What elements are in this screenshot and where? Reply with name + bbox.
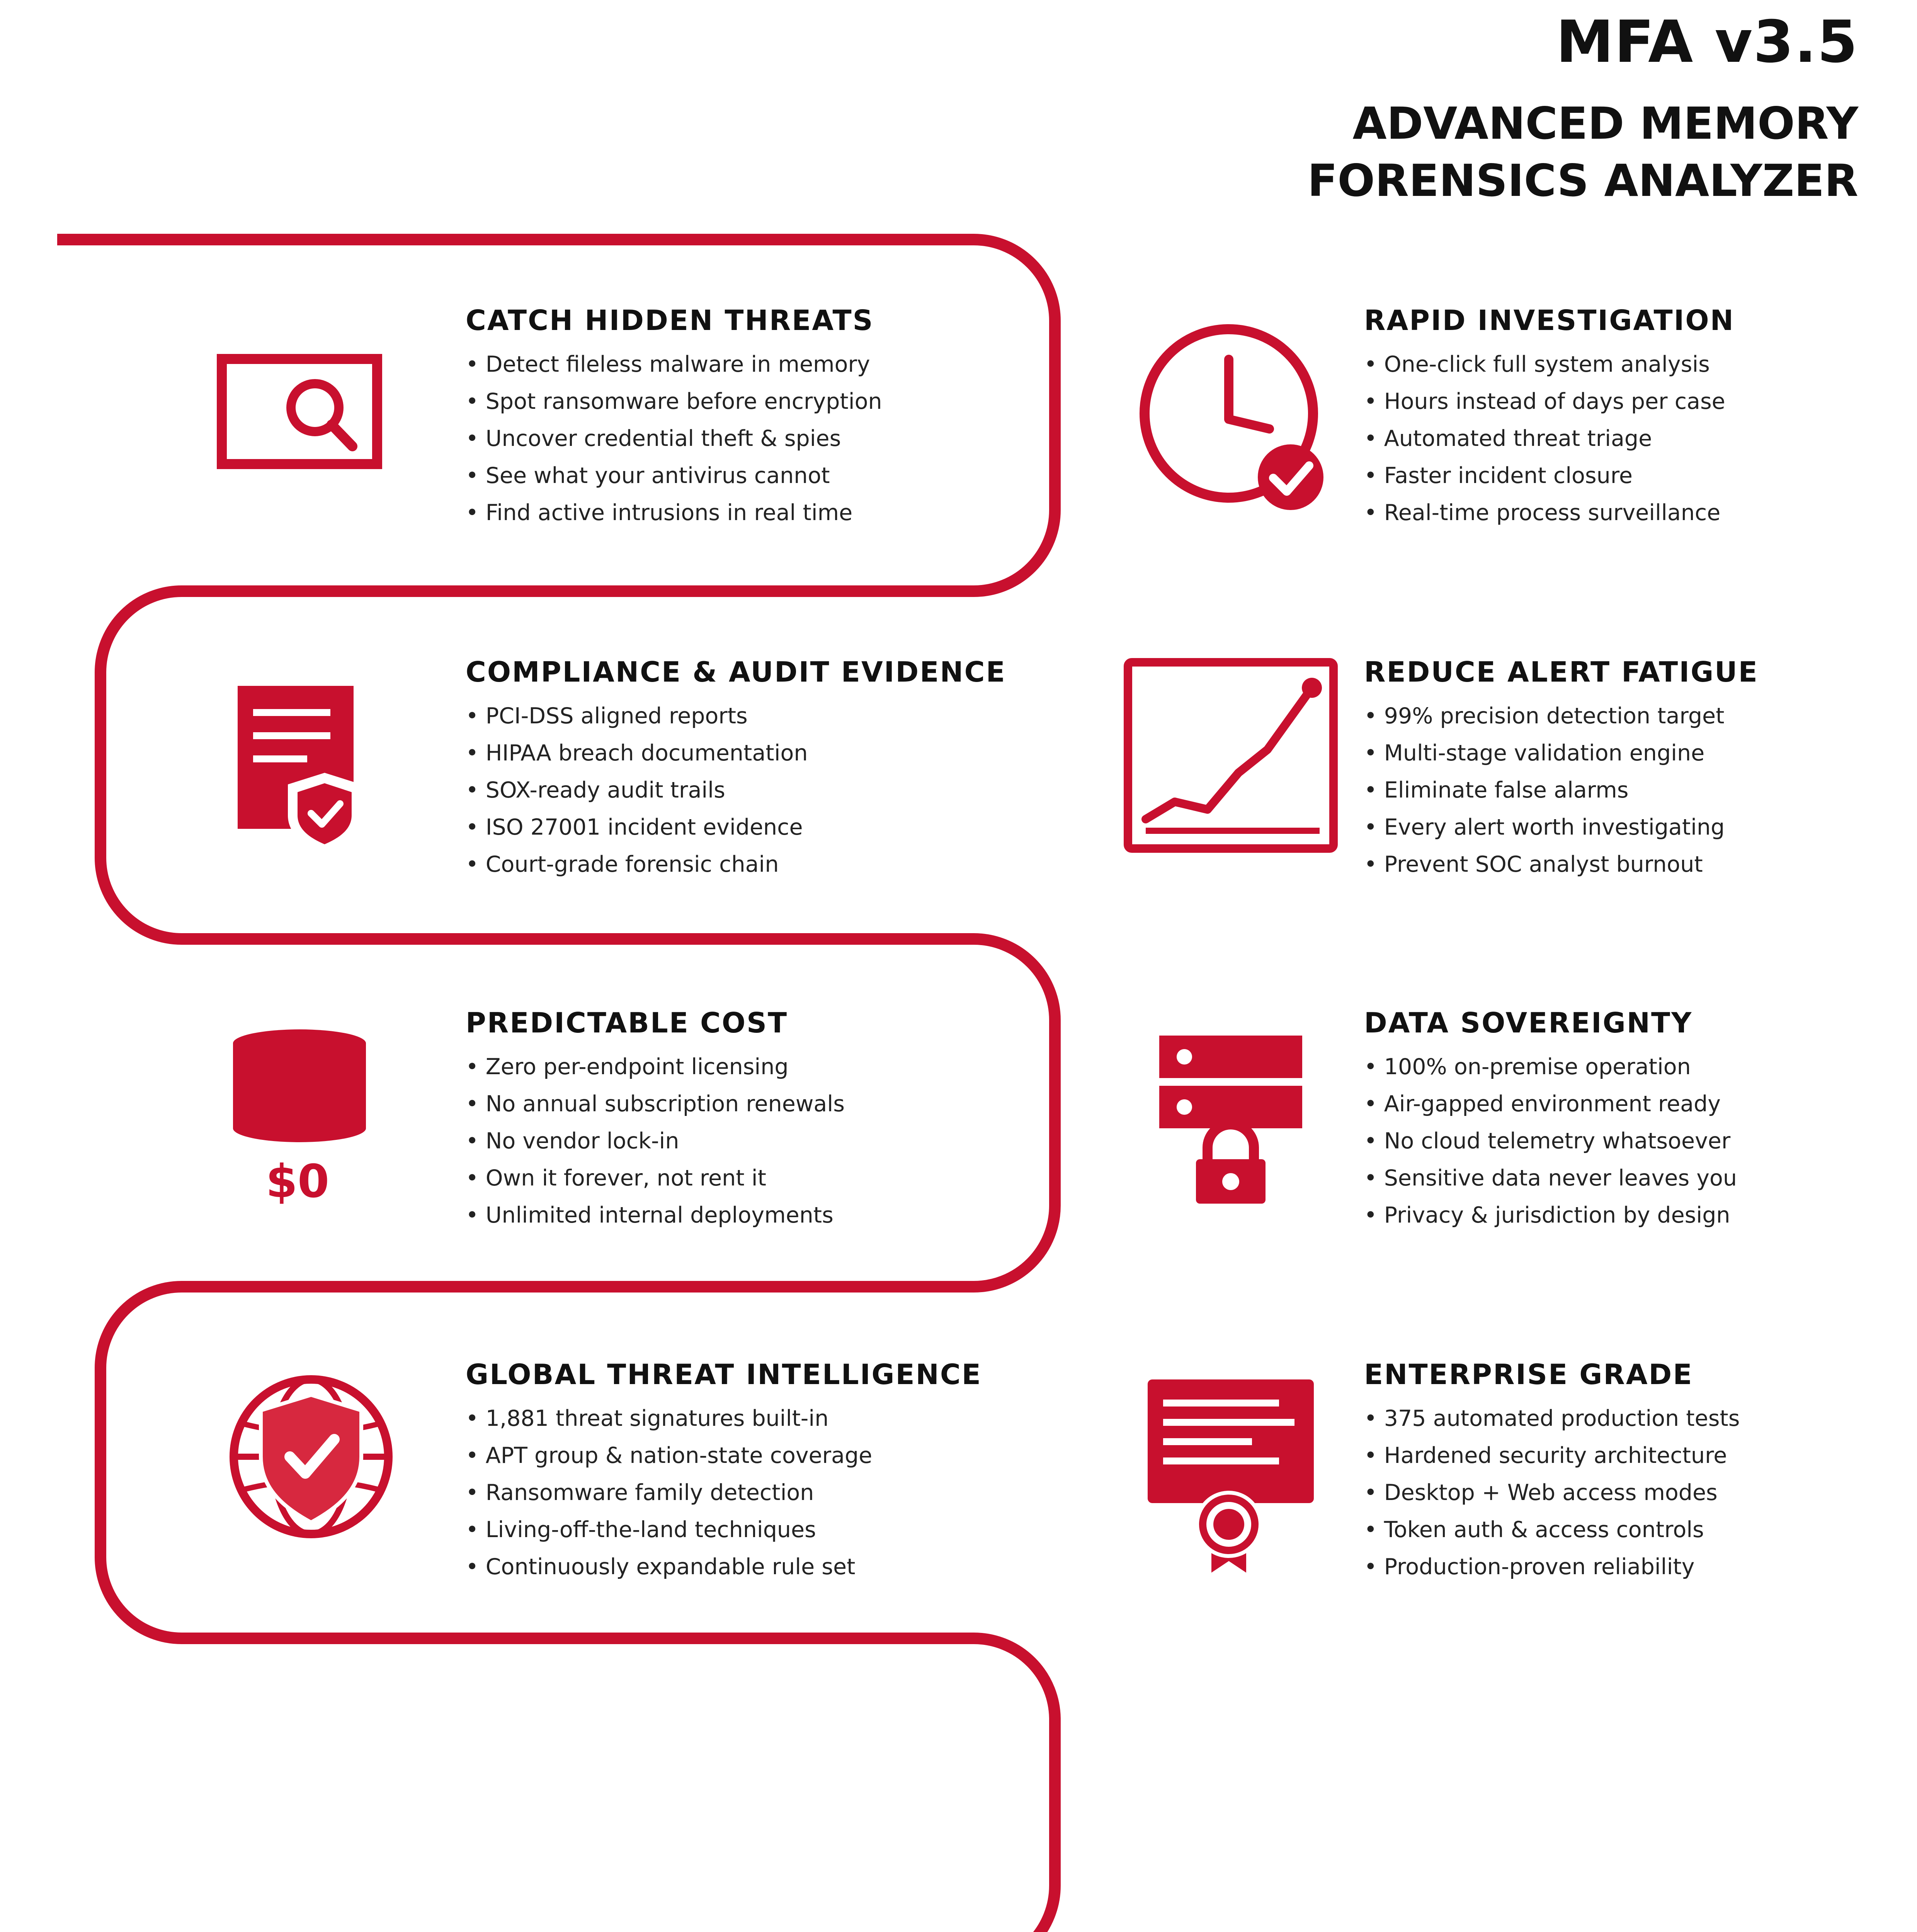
feature-title: GLOBAL THREAT INTELLIGENCE — [466, 1358, 982, 1391]
clock-check-icon — [1136, 323, 1329, 516]
list-item: • 100% on-premise operation — [1364, 1048, 1797, 1085]
list-item: • Own it forever, not rent it — [466, 1160, 898, 1197]
feature-list — [1364, 346, 1797, 531]
feature-data-sovereignty — [1364, 1008, 1797, 1234]
list-item: • Air-gapped environment ready — [1364, 1085, 1797, 1122]
trend-chart-icon — [1123, 657, 1339, 854]
list-item: • APT group & nation-state coverage — [466, 1437, 898, 1474]
list-item: • Real-time process surveillance — [1364, 494, 1797, 531]
feature-list — [466, 1400, 898, 1585]
globe-shield-icon — [228, 1374, 394, 1540]
list-item: • PCI-DSS aligned reports — [466, 697, 898, 735]
list-item: • Zero per-endpoint licensing — [466, 1048, 898, 1085]
list-item: • Hardened security architecture — [1364, 1437, 1797, 1474]
feature-list — [1364, 697, 1797, 883]
svg-text:$0: $0 — [265, 1155, 330, 1206]
feature-global-threat-intelligence — [466, 1358, 982, 1585]
list-item: • Privacy & jurisdiction by design — [1364, 1197, 1797, 1234]
feature-title: PREDICTABLE COST — [466, 1007, 788, 1039]
list-item: • Desktop + Web access modes — [1364, 1474, 1797, 1511]
list-item: • HIPAA breach documentation — [466, 735, 898, 772]
list-item: • No cloud telemetry whatsoever — [1364, 1122, 1797, 1160]
list-item: • Faster incident closure — [1364, 457, 1797, 494]
server-lock-icon — [1155, 1032, 1306, 1206]
feature-compliance-audit — [466, 656, 1006, 883]
list-item: • Token auth & access controls — [1364, 1511, 1797, 1548]
feature-list — [1364, 1048, 1797, 1234]
list-item: • No annual subscription renewals — [466, 1085, 898, 1122]
list-item: • 99% precision detection target — [1364, 697, 1797, 735]
feature-title: ENTERPRISE GRADE — [1364, 1358, 1693, 1391]
feature-reduce-alert-fatigue — [1364, 657, 1797, 883]
coin-stack-icon — [230, 1028, 369, 1151]
list-item: • Prevent SOC analyst burnout — [1364, 846, 1797, 883]
feature-catch-hidden-threats — [466, 305, 898, 531]
list-item: • Multi-stage validation engine — [1364, 735, 1797, 772]
list-item: • Eliminate false alarms — [1364, 772, 1797, 809]
list-item: • Ransomware family detection — [466, 1474, 898, 1511]
list-item: • No vendor lock-in — [466, 1122, 898, 1160]
feature-list — [466, 346, 898, 531]
feature-title: DATA SOVEREIGNTY — [1364, 1007, 1693, 1039]
list-item: • One-click full system analysis — [1364, 346, 1797, 383]
subtitle-line-2: FORENSICS ANALYZER — [1307, 155, 1858, 206]
list-item: • Production-proven reliability — [1364, 1548, 1797, 1585]
certificate-icon — [1144, 1376, 1318, 1577]
list-item: • Court-grade forensic chain — [466, 846, 898, 883]
feature-list — [466, 1048, 898, 1234]
list-item: • SOX-ready audit trails — [466, 772, 898, 809]
feature-predictable-cost — [466, 1008, 898, 1234]
list-item: • Find active intrusions in real time — [466, 494, 898, 531]
list-item: • Automated threat triage — [1364, 420, 1797, 457]
list-item: • ISO 27001 incident evidence — [466, 809, 898, 846]
list-item: • Sensitive data never leaves you — [1364, 1160, 1797, 1197]
list-item: • Spot ransomware before encryption — [466, 383, 898, 420]
list-item: • 1,881 threat signatures built-in — [466, 1400, 898, 1437]
coin-price-label — [240, 1155, 356, 1206]
feature-list — [1364, 1400, 1797, 1585]
list-item: • 375 automated production tests — [1364, 1400, 1797, 1437]
feature-title: CATCH HIDDEN THREATS — [466, 304, 874, 337]
list-item: • Every alert worth investigating — [1364, 809, 1797, 846]
subtitle-line-1: ADVANCED MEMORY — [1352, 98, 1858, 149]
list-item: • Continuously expandable rule set — [466, 1548, 898, 1585]
page-title: MFA v3.5 — [1556, 9, 1858, 76]
feature-title: RAPID INVESTIGATION — [1364, 304, 1735, 337]
feature-list — [466, 697, 898, 883]
document-shield-icon — [234, 682, 365, 856]
list-item: • Uncover credential theft & spies — [466, 420, 898, 457]
feature-enterprise-grade — [1364, 1359, 1797, 1585]
magnifier-screen-icon — [216, 354, 383, 469]
list-item: • See what your antivirus cannot — [466, 457, 898, 494]
list-item: • Living-off-the-land techniques — [466, 1511, 898, 1548]
list-item: • Detect fileless malware in memory — [466, 346, 898, 383]
feature-rapid-investigation — [1364, 305, 1797, 531]
feature-title: COMPLIANCE & AUDIT EVIDENCE — [466, 656, 1006, 688]
list-item: • Hours instead of days per case — [1364, 383, 1797, 420]
feature-title: REDUCE ALERT FATIGUE — [1364, 656, 1759, 688]
list-item: • Unlimited internal deployments — [466, 1197, 898, 1234]
